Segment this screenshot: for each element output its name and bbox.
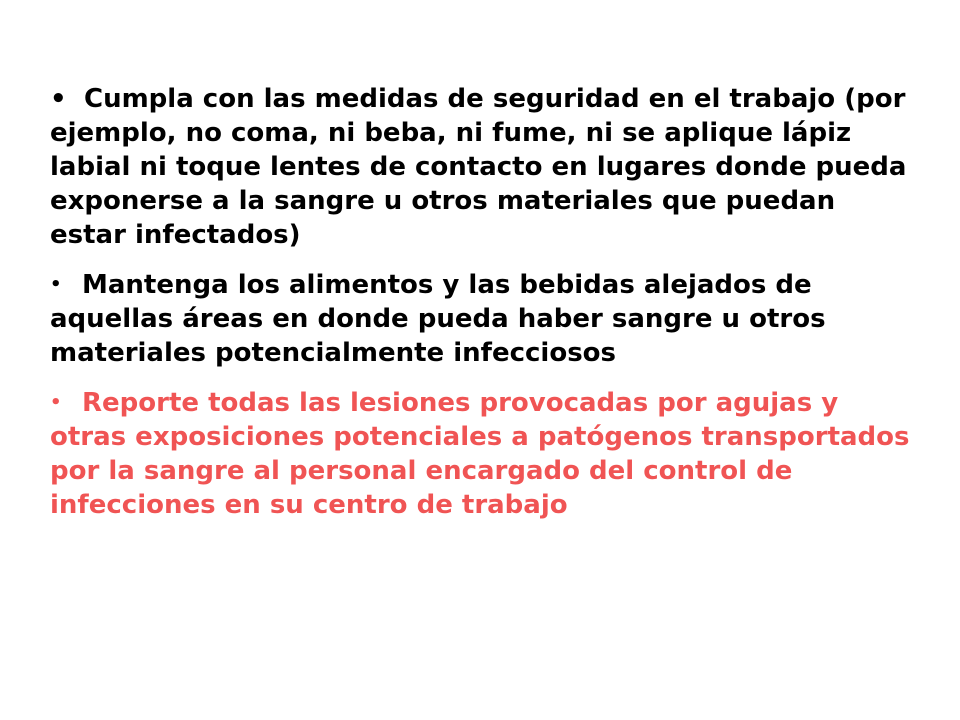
bullet-item-1 — [50, 82, 918, 252]
bullet-marker-2: • — [50, 274, 62, 295]
bullet-item-3 — [50, 386, 918, 522]
bullet-text-2: Mantenga los alimentos y las bebidas alejados de aquellas áreas en donde pueda haber sangre u otros materiales potencialmente infecciosos — [50, 270, 826, 368]
bullet-marker-1: • — [50, 84, 67, 114]
slide-content — [50, 82, 918, 538]
bullet-marker-3: • — [50, 392, 62, 413]
bullet-text-1: Cumpla con las medidas de seguridad en el trabajo (por ejemplo, no coma, ni beba, ni fume, ni se aplique lápiz labial ni toque lentes de contacto en lugares donde pueda exponerse a la sangre u otros materiales que puedan estar infectados) — [50, 84, 907, 250]
bullet-item-2 — [50, 268, 918, 370]
bullet-text-3: Reporte todas las lesiones provocadas por agujas y otras exposiciones potenciales a patógenos transportados por la sangre al personal encargado del control de infecciones en su centro de trabajo — [50, 388, 910, 520]
